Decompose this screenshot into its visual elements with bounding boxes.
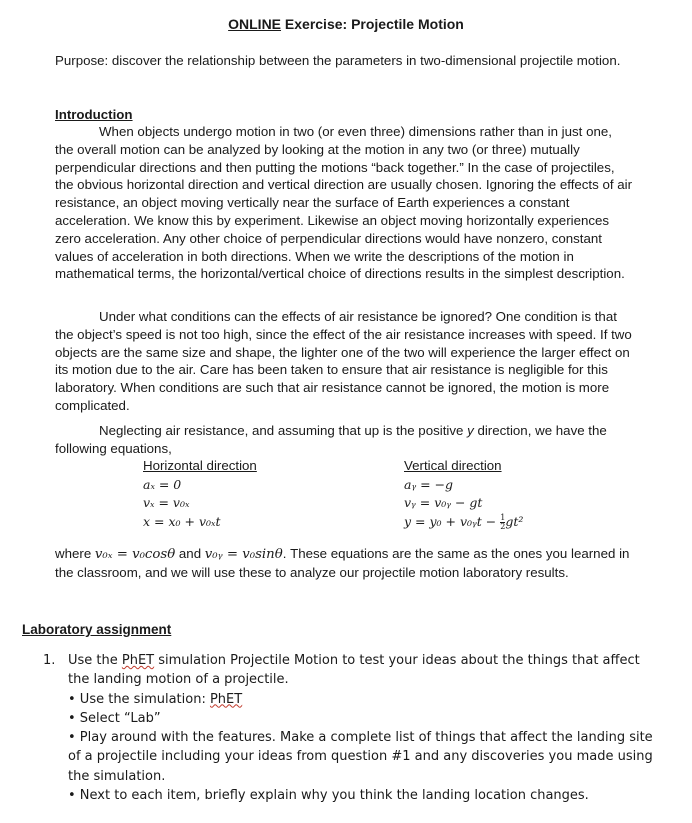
equation-vx: vₓ = v₀ₓ — [143, 495, 190, 510]
equation-ay: aᵧ = −g — [404, 476, 454, 492]
where-5: . These equations are the same as the ones you learned in the classroom, and we will use these to analyze our projectile motion laboratory results. — [55, 546, 630, 580]
title-online: ONLINE — [228, 16, 282, 32]
where-vox: v₀ₓ = v₀cosθ — [94, 547, 176, 562]
where-voy: v₀ᵧ = v₀sinθ — [204, 547, 283, 562]
equation-ax: aₓ = 0 — [143, 476, 182, 492]
phet-word: PhET — [121, 653, 155, 668]
lab-item-1-text — [68, 651, 658, 690]
p3-before: Neglecting air resistance, and assuming that up is the positive — [99, 423, 468, 438]
laboratory-assignment-heading: Laboratory assignment — [22, 622, 172, 637]
where-3: and — [175, 546, 205, 561]
p3-after: direction, we have the following equations, — [55, 423, 607, 456]
introduction-paragraph-2: Under what conditions can the effects of air resistance be ignored? One condition is that the object’s speed is not too high, since the effect of the air resistance increases with speed. If two objects are the same size and shape, the lighter one of the two will experience the larger effect on its motion due to the air. Care has been taken to ensure that air resistance is negligible for this laboratory. When conditions are such that air resistance cannot be ignored, the motion is more complicated. — [55, 309, 632, 413]
bullet-1-pre: • Use the simulation: — [68, 691, 210, 707]
equation-y-main: y = y₀ + v₀ᵧt − — [404, 513, 497, 529]
item-post: simulation Projectile Motion to test your ideas about the things that affect the landing motion of a projectile. — [68, 653, 640, 688]
bullet-play-around: • Play around with the features. Make a complete list of things that affect the landing site of a projectile including your ideas from question #1 and any discoveries you made using the simulation. — [68, 730, 653, 784]
equation-y — [404, 513, 523, 532]
equation-x: x = x₀ + v₀ₓt — [143, 513, 221, 529]
equation-vy: vᵧ = v₀ᵧ − gt — [404, 495, 483, 510]
introduction-heading: Introduction — [55, 107, 133, 122]
phet-link[interactable]: PhET — [209, 691, 243, 707]
p3-var: y — [467, 423, 474, 438]
bullet-select-lab: • Select “Lab” — [68, 710, 161, 726]
equation-y-tail: gt² — [505, 513, 524, 529]
horizontal-direction-heading: Horizontal direction — [143, 458, 257, 473]
introduction-paragraph-3 — [55, 422, 633, 458]
vertical-direction-heading: Vertical direction — [404, 458, 502, 473]
item-number: 1. — [43, 653, 56, 668]
page-title — [0, 16, 692, 32]
horizontal-equations — [143, 457, 257, 531]
fraction-numerator: 1 — [500, 512, 506, 522]
vertical-equations — [404, 457, 523, 531]
item-pre: Use the — [68, 653, 122, 668]
purpose-text: Purpose: discover the relationship between the parameters in two-dimensional projectile motion. — [55, 53, 621, 68]
bullet-use-simulation — [68, 690, 658, 709]
introduction-paragraph-1: When objects undergo motion in two (or even three) dimensions rather than in just one, the overall motion can be analyzed by looking at the motion in any two (or three) mutually perpendicular directions and then putting the motions “back together.” In the case of projectiles, the obvious horizontal direction and vertical direction are usually chosen. Ignoring the effects of air resistance, an object moving vertically near the surface of Earth experiences a constant acceleration. We know this by experiment. Likewise an object moving horizontally experiences zero acceleration. Any other choice of perpendicular directions would have nonzero, constant values of acceleration in both directions. When we write the descriptions of the motion in mathematical terms, the horizontal/vertical choice of directions results in the simplest description. — [55, 124, 633, 282]
bullet-next-to-item: • Next to each item, briefly explain why you think the landing location changes. — [68, 788, 589, 804]
where-1: where — [55, 546, 95, 561]
fraction-denominator: 2 — [500, 521, 506, 531]
lab-item-1 — [68, 651, 658, 805]
where-paragraph — [55, 545, 645, 582]
title-rest: Exercise: Projectile Motion — [281, 16, 464, 32]
